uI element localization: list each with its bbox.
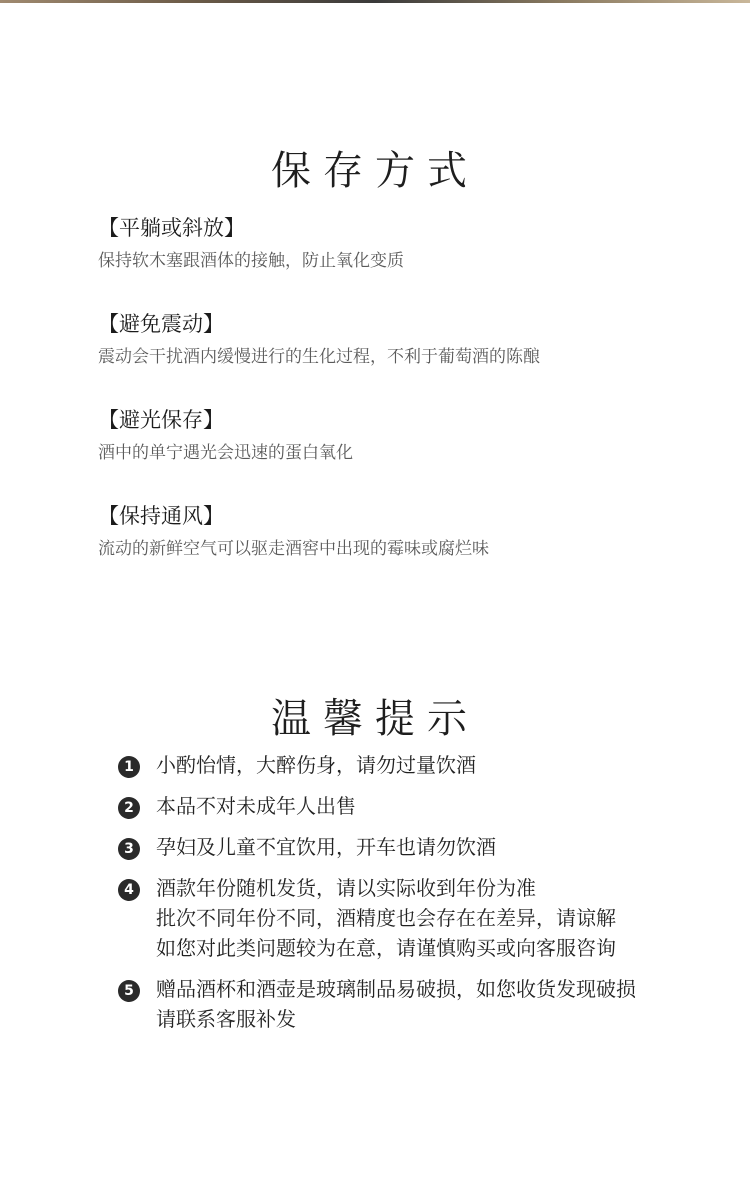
storage-item: [98, 500, 698, 596]
tip-item: [118, 974, 718, 1034]
storage-section-title: 保存方式: [271, 147, 479, 194]
tip-text: 请联系客服补发: [156, 1007, 296, 1031]
storage-item-heading: 【保持通风】: [98, 504, 224, 528]
storage-list: [98, 212, 698, 596]
tip-item: [118, 873, 718, 963]
storage-item-heading: 【避免震动】: [98, 312, 224, 336]
tip-text: 酒款年份随机发货，请以实际收到年份为准: [156, 876, 536, 900]
number-badge-icon: 1: [118, 756, 140, 778]
tip-text: 如您对此类问题较为在意，请谨慎购买或向客服咨询: [156, 936, 616, 960]
tip-text: 批次不同年份不同，酒精度也会存在在差异，请谅解: [156, 906, 616, 930]
storage-item-description: 震动会干扰酒内缓慢进行的生化过程，不利于葡萄酒的陈酿: [98, 347, 540, 367]
number-badge-icon: 2: [118, 797, 140, 819]
tip-item: [118, 750, 718, 780]
number-badge-icon: 4: [118, 879, 140, 901]
top-image-strip: [0, 0, 750, 3]
storage-item-heading: 【避光保存】: [98, 408, 224, 432]
storage-item: [98, 404, 698, 500]
tip-text: 孕妇及儿童不宜饮用，开车也请勿饮酒: [156, 835, 496, 859]
number-badge-icon: 3: [118, 838, 140, 860]
tips-list: [118, 750, 718, 1045]
tip-item: [118, 832, 718, 862]
storage-item-description: 酒中的单宁遇光会迅速的蛋白氧化: [98, 443, 353, 463]
tips-section-title: 温馨提示: [271, 695, 479, 742]
storage-item: [98, 308, 698, 404]
number-badge-icon: 5: [118, 980, 140, 1002]
storage-item-description: 流动的新鲜空气可以驱走酒窖中出现的霉味或腐烂味: [98, 539, 489, 559]
storage-item-description: 保持软木塞跟酒体的接触，防止氧化变质: [98, 251, 404, 271]
storage-item: [98, 212, 698, 308]
tip-text: 本品不对未成年人出售: [156, 794, 356, 818]
tip-text: 小酌怡情，大醉伤身，请勿过量饮酒: [156, 753, 476, 777]
tip-text: 赠品酒杯和酒壶是玻璃制品易破损，如您收货发现破损: [156, 977, 636, 1001]
tip-item: [118, 791, 718, 821]
storage-item-heading: 【平躺或斜放】: [98, 216, 245, 240]
